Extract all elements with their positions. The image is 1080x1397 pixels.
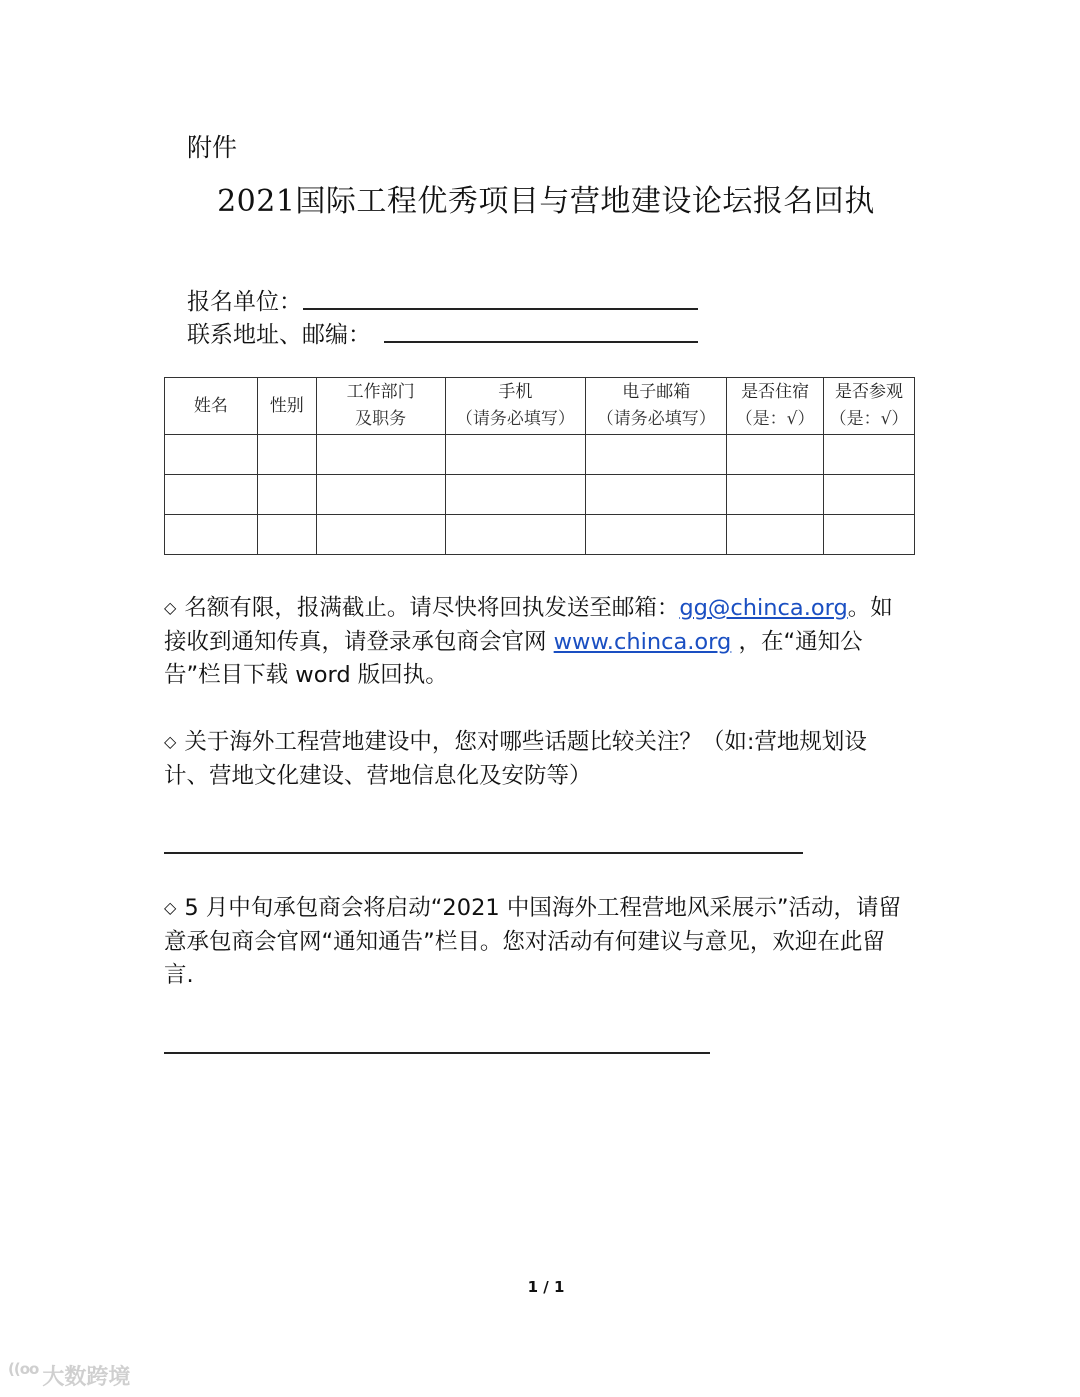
table-cell[interactable] <box>257 435 316 475</box>
diamond-bullet-icon: ◇ <box>164 598 177 617</box>
table-cell[interactable] <box>165 515 258 555</box>
note-topics: ◇ 关于海外工程营地建设中，您对哪些话题比较关注？（如:营地规划设计、营地文化建设、营地信息化及安防等） <box>164 729 867 789</box>
table-cell[interactable] <box>316 475 445 515</box>
page-number: 1 / 1 <box>527 1278 565 1296</box>
page-title: 2021国际工程优秀项目与营地建设论坛报名回执 <box>217 184 875 219</box>
diamond-bullet-icon: ◇ <box>164 898 177 917</box>
col-header-lodging: 是否住宿 （是：√） <box>727 378 824 435</box>
table-cell[interactable] <box>257 515 316 555</box>
table-cell[interactable] <box>165 475 258 515</box>
table-row <box>165 475 915 515</box>
unit-field[interactable] <box>303 308 698 310</box>
website-link[interactable]: www.chinca.org <box>553 629 732 655</box>
topics-answer-line[interactable] <box>164 852 803 854</box>
email-link[interactable]: gg@chinca.org <box>679 595 848 621</box>
watermark-logo-icon: ((oo <box>8 1360 39 1378</box>
col-header-gender: 性别 <box>257 378 316 435</box>
table-cell[interactable] <box>445 435 586 475</box>
attachment-label: 附件 <box>187 133 238 162</box>
table-cell[interactable] <box>257 475 316 515</box>
col-header-email: 电子邮箱 （请务必填写） <box>586 378 727 435</box>
table-cell[interactable] <box>586 435 727 475</box>
table-cell[interactable] <box>165 435 258 475</box>
table-cell[interactable] <box>586 475 727 515</box>
col-header-visit: 是否参观 （是：√） <box>824 378 915 435</box>
address-label: 联系地址、邮编： <box>187 322 371 348</box>
table-cell[interactable] <box>445 475 586 515</box>
activity-answer-line[interactable] <box>164 1052 710 1054</box>
table-cell[interactable] <box>445 515 586 555</box>
table-cell[interactable] <box>316 515 445 555</box>
table-cell[interactable] <box>824 435 915 475</box>
note-activity: ◇ 5 月中旬承包商会将启动“2021 中国海外工程营地风采展示”活动，请留意承包商会官网“通知通告”栏目。您对活动有何建议与意见，欢迎在此留言. <box>164 895 902 988</box>
table-row <box>165 435 915 475</box>
watermark-text: 大数跨境 <box>42 1365 131 1390</box>
table-cell[interactable] <box>316 435 445 475</box>
address-field[interactable] <box>384 341 698 343</box>
unit-label: 报名单位： <box>187 289 302 315</box>
col-header-name: 姓名 <box>165 378 258 435</box>
table-cell[interactable] <box>824 475 915 515</box>
table-cell[interactable] <box>824 515 915 555</box>
note-deadline: ◇ 名额有限，报满截止。请尽快将回执发送至邮箱：gg@chinca.org。如接收到通知传真，请登录承包商会官网 www.chinca.org ，在“通知公告”栏目下载 word 版回执。 <box>164 595 893 688</box>
col-header-department: 工作部门 及职务 <box>316 378 445 435</box>
table-cell[interactable] <box>727 515 824 555</box>
diamond-bullet-icon: ◇ <box>164 732 177 751</box>
registration-table <box>164 377 915 555</box>
table-row <box>165 515 915 555</box>
watermark <box>8 1360 130 1391</box>
table-cell[interactable] <box>586 515 727 555</box>
table-header-row <box>165 378 915 435</box>
col-header-phone: 手机 （请务必填写） <box>445 378 586 435</box>
table-cell[interactable] <box>727 475 824 515</box>
table-cell[interactable] <box>727 435 824 475</box>
